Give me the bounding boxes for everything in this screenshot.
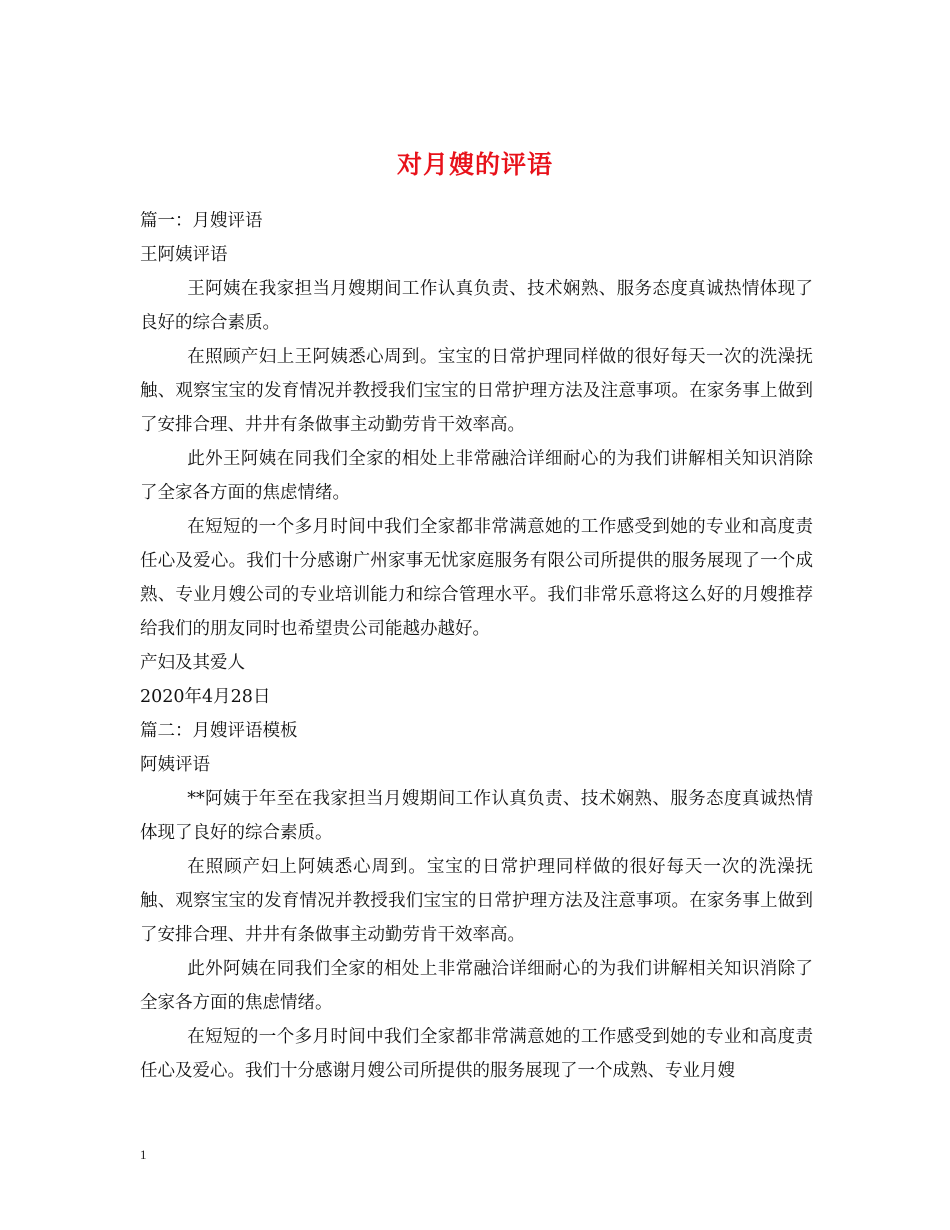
- subheading-auntie-review: 阿姨评语: [140, 755, 210, 775]
- section-heading-2: 篇二：月嫂评语模板: [140, 721, 298, 741]
- document-title: 对月嫂的评语: [396, 149, 553, 179]
- page-number: 1: [140, 1147, 147, 1162]
- signature-line: 产妇及其爱人: [140, 653, 245, 673]
- paragraph: 在短短的一个多月时间中我们全家都非常满意她的工作感受到她的专业和高度责任心及爱心。我们十分感谢月嫂公司所提供的服务展现了一个成熟、专业月嫂: [140, 1027, 813, 1081]
- paragraph: 在照顾产妇上王阿姨悉心周到。宝宝的日常护理同样做的很好每天一次的洗澡抚触、观察宝宝的发育情况并教授我们宝宝的日常护理方法及注意事项。在家务事上做到了安排合理、井井有条做事主动勤劳肯干效率高。: [140, 347, 813, 435]
- document-body: [140, 204, 813, 1088]
- date-line: 2020年4月28日: [140, 687, 271, 707]
- paragraph: 在短短的一个多月时间中我们全家都非常满意她的工作感受到她的专业和高度责任心及爱心。我们十分感谢广州家事无忧家庭服务有限公司所提供的服务展现了一个成熟、专业月嫂公司的专业培训能力和综合管理水平。我们非常乐意将这么好的月嫂推荐给我们的朋友同时也希望贵公司能越办越好。: [140, 517, 813, 639]
- paragraph: 王阿姨在我家担当月嫂期间工作认真负责、技术娴熟、服务态度真诚热情体现了良好的综合素质。: [140, 279, 813, 333]
- paragraph: 此外阿姨在同我们全家的相处上非常融洽详细耐心的为我们讲解相关知识消除了全家各方面的焦虑情绪。: [140, 959, 813, 1013]
- paragraph: 此外王阿姨在同我们全家的相处上非常融洽详细耐心的为我们讲解相关知识消除了全家各方面的焦虑情绪。: [140, 449, 813, 503]
- subheading-wang-review: 王阿姨评语: [140, 245, 228, 265]
- section-heading-1: 篇一：月嫂评语: [140, 211, 263, 231]
- paragraph: 在照顾产妇上阿姨悉心周到。宝宝的日常护理同样做的很好每天一次的洗澡抚触、观察宝宝的发育情况并教授我们宝宝的日常护理方法及注意事项。在家务事上做到了安排合理、井井有条做事主动勤劳肯干效率高。: [140, 857, 813, 945]
- paragraph: **阿姨于年至在我家担当月嫂期间工作认真负责、技术娴熟、服务态度真诚热情体现了良好的综合素质。: [140, 789, 813, 843]
